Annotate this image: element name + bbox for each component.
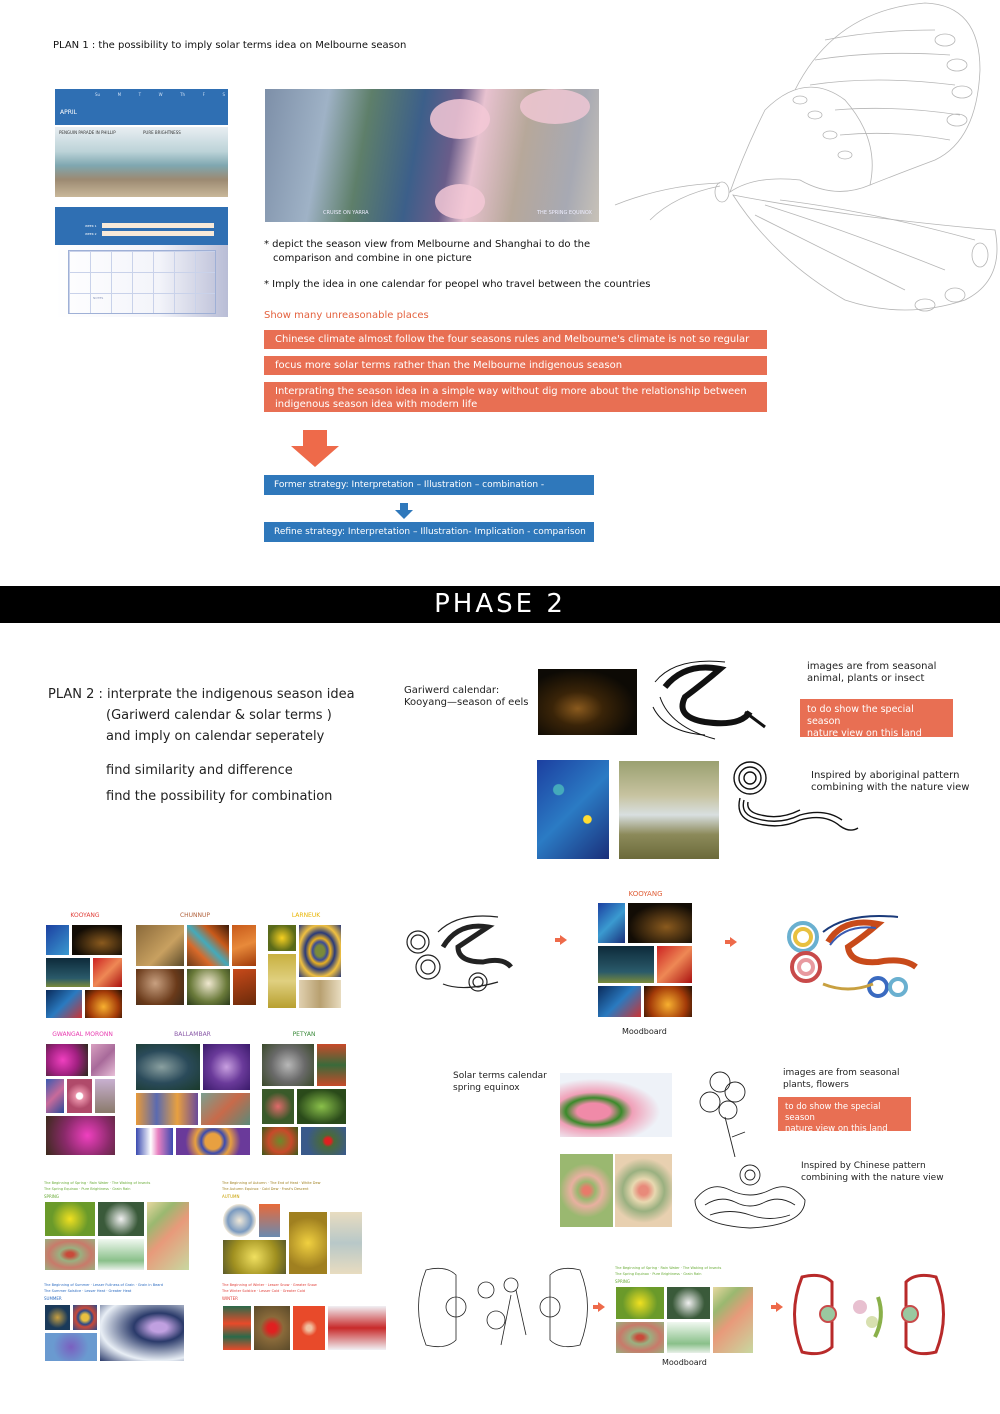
caption-right: THE SPRING EQUINOX	[537, 210, 592, 216]
moodboard-tile	[135, 1127, 174, 1156]
moodboard-tile	[615, 1286, 665, 1320]
eel-line-drawing	[645, 657, 775, 747]
gariwerd-note-2	[811, 770, 969, 794]
solar-term-list: The Autumn Equinox · Cold Dew · Frost's Descent	[222, 1187, 309, 1191]
season-label-summer: SUMMER	[44, 1296, 62, 1301]
chinese-pattern-tile	[560, 1154, 613, 1227]
week2-label: WEEK 2	[85, 232, 97, 236]
calendar-week-thumbnail	[55, 207, 228, 317]
right-arrow-icon	[560, 935, 567, 945]
eel-photo	[538, 669, 637, 735]
right-arrow-icon	[776, 1302, 783, 1312]
weekday: Su	[95, 92, 101, 97]
moodboard-tile	[267, 924, 297, 952]
blossom-cluster	[435, 184, 485, 219]
plan2-line: and imply on calendar seperately	[106, 729, 325, 744]
note-line: to do show the special season	[807, 704, 914, 727]
moodboard-title-ballambar	[135, 1031, 250, 1038]
moodboard-tile	[643, 985, 693, 1018]
melbourne-shanghai-illustration	[265, 89, 599, 222]
moodboard-tile	[292, 1305, 326, 1351]
moodboard-tile	[615, 1321, 665, 1354]
weekday: F	[202, 92, 205, 97]
season-name: CHUNNUP	[179, 912, 211, 919]
season-label-spring: SPRING	[44, 1194, 60, 1199]
week2-bar	[102, 231, 214, 236]
moodboard-tile	[597, 902, 626, 944]
right-arrow-icon	[730, 937, 737, 947]
gariwerd-note-1	[807, 661, 936, 685]
chinese-pattern-colored	[790, 1272, 948, 1357]
bullet-2: * Imply the idea in one calendar for peopel who travel between the countries	[264, 279, 651, 290]
plan2-line: find similarity and difference	[106, 763, 293, 778]
former-strategy-box: Former strategy: Interpretation – Illustration – combination - Implication	[264, 475, 594, 495]
solar-term-list: The Beginning of Summer · Lesser Fullness of Grain · Grain in Beard	[44, 1283, 164, 1287]
moodboard-tile	[45, 957, 91, 988]
gariwerd-orange-note	[800, 699, 953, 737]
plan2-text	[48, 684, 355, 807]
moodboard-tile	[45, 1043, 89, 1077]
chinese-pattern-sketch	[416, 1265, 590, 1350]
moodboard-tile	[597, 985, 642, 1018]
moodboard-tile	[627, 902, 693, 944]
label-line: Gariwerd calendar:	[404, 685, 500, 696]
moodboard-tile	[186, 968, 231, 1006]
bullet-line: * depict the season view from Melbourne and Shanghai to do the	[264, 239, 591, 250]
season-name: KOOYANG	[70, 912, 100, 919]
moodboard-tile	[253, 1305, 291, 1351]
moodboard-tile	[222, 1239, 287, 1275]
refine-strategy-box: Refine strategy: Interpretation – Illustration- Implication - comparison	[264, 522, 594, 542]
kooyang-moodboard-title: KOOYANG	[628, 890, 663, 898]
moodboard-tile	[288, 1211, 328, 1275]
moodboard-tile	[666, 1321, 711, 1354]
moodboard-tile	[135, 1092, 199, 1126]
moodboard-title-kooyang	[45, 912, 125, 919]
note-line: images are from seasonal	[807, 661, 937, 672]
moodboard-tile	[316, 1043, 347, 1087]
season-label-winter: WINTER	[222, 1296, 238, 1301]
note-line: animal, plants or insect	[807, 673, 925, 684]
moodboard-tile	[175, 1127, 251, 1156]
bullet-line: comparison and combine in one picture	[273, 253, 472, 264]
weekday: M	[117, 92, 122, 97]
moodboard-tile	[97, 1238, 145, 1271]
solar-note-2	[801, 1160, 944, 1184]
butterfly-line-art	[605, 0, 1000, 320]
moodboard-tile	[135, 1043, 201, 1091]
issue-box-3	[264, 382, 767, 412]
season-name: LARNEUK	[291, 912, 321, 919]
moodboard-title-gwangal-moronn	[45, 1031, 120, 1038]
moodboard-tile	[45, 924, 70, 956]
plan2-line: find the possibility for combination	[106, 789, 333, 804]
moodboard-caption: Moodboard	[622, 1027, 667, 1036]
note-line: nature view on this land	[807, 728, 922, 739]
moodboard-tile	[92, 957, 123, 988]
plan1-title: PLAN 1 : the possibility to imply solar terms idea on Melbourne season	[53, 40, 407, 51]
moodboard-tile	[97, 1201, 145, 1237]
label-line: Solar terms calendar	[453, 1071, 547, 1081]
note-line: Inspired by Chinese pattern	[801, 1161, 926, 1171]
moodboard-tile	[71, 924, 123, 956]
moodboard-tile	[712, 1286, 754, 1354]
solar-term-list: The Spring Equinox · Pure Brightness · Grain Rain	[44, 1187, 131, 1191]
solar-note-1	[783, 1067, 899, 1091]
calendar-grid	[68, 250, 216, 314]
week1-label: WEEK 1	[85, 224, 97, 228]
label-line: Kooyang—season of eels	[404, 697, 529, 708]
moodboard-tile	[232, 968, 257, 1006]
note-line: combining with the nature view	[811, 782, 970, 793]
blossom-line-drawing	[690, 1062, 760, 1157]
calendar-illustration	[55, 127, 228, 197]
issue-line: indigenous season idea with modern life	[275, 399, 478, 410]
issue-line: Interprating the season idea in a simple way without dig more about the relationship between	[275, 386, 747, 397]
moodboard-tile	[329, 1211, 363, 1275]
moodboard-tile	[222, 1305, 252, 1351]
solar-term-list: The Beginning of Spring · Rain Water · The Waking of Insects	[615, 1266, 722, 1270]
plan2-line: PLAN 2 : interprate the indigenous season idea	[48, 687, 355, 702]
moodboard-tile	[45, 989, 83, 1019]
moodboard-tile	[298, 979, 342, 1009]
solar-term-list: The Beginning of Spring · Rain Water · The Waking of Insects	[44, 1181, 151, 1185]
calendar-label-right: PURE BRIGHTNESS	[143, 130, 181, 135]
solar-term-list: The Summer Solstice · Lesser Heat · Greater Heat	[44, 1289, 132, 1293]
season-name: GWANGAL MORONN	[52, 1031, 113, 1038]
caption-left: CRUISE ON YARRA	[323, 210, 369, 216]
weekday: T	[138, 92, 142, 97]
chinese-pattern-line-drawing	[690, 1160, 810, 1230]
moodboard-tile	[45, 1078, 65, 1114]
moodboard-tile	[45, 1115, 116, 1156]
moodboard-tile	[44, 1201, 96, 1237]
label-line: spring equinox	[453, 1083, 520, 1093]
weekday: Th	[180, 92, 186, 97]
moodboard-tile	[231, 924, 257, 967]
note-line: plants, flowers	[783, 1080, 849, 1090]
week1-bar	[102, 223, 214, 228]
moodboard-caption: Moodboard	[662, 1358, 707, 1367]
season-name: PETYAN	[292, 1031, 316, 1038]
solar-terms-label	[453, 1070, 547, 1094]
note-line: images are from seasonal	[783, 1068, 900, 1078]
moodboard-tile	[298, 924, 342, 978]
moodboard-tile	[300, 1126, 347, 1156]
moodboard-tile	[258, 1203, 281, 1238]
moodboard-tile	[146, 1201, 190, 1271]
solar-term-list: The Spring Equinox · Pure Brightness · Grain Rain	[615, 1272, 702, 1276]
moodboard-title-larneuk	[266, 912, 346, 919]
moodboard-tile	[261, 1126, 299, 1156]
solar-term-list: The Beginning of Autumn · The End of Heat · White Dew	[222, 1181, 321, 1185]
moodboard-tile	[200, 1092, 251, 1126]
note-line: to do show the special season	[785, 1102, 881, 1123]
weekday: S	[222, 92, 225, 97]
eel-pattern-colored	[778, 912, 928, 1002]
eel-pattern-sketch	[403, 912, 523, 994]
calendar-label-left: PENGUIN PARADE IN PHILLIP	[59, 130, 116, 135]
right-arrow-icon	[598, 1302, 605, 1312]
issue-box-1: Chinese climate almost follow the four seasons rules and Melbourne's climate is not so regular	[264, 330, 767, 349]
down-arrow-icon	[291, 430, 339, 467]
river-photo	[619, 761, 719, 859]
issues-heading: Show many unreasonable places	[264, 310, 429, 321]
moodboard-tile	[135, 968, 185, 1006]
blossom-cluster	[430, 99, 490, 139]
blossom-cluster	[520, 89, 590, 124]
season-label-spring: SPRING	[615, 1279, 631, 1284]
moodboard-tile	[222, 1203, 257, 1238]
plan2-line: (Gariwerd calendar & solar terms )	[106, 708, 332, 723]
solar-term-list: The Winter Solstice · Lesser Cold · Greater Cold	[222, 1289, 305, 1293]
solar-term-list: The Beginning of Winter · Lesser Snow · Greater Snow	[222, 1283, 317, 1287]
note-line: nature view on this land	[785, 1124, 888, 1134]
moodboard-tile	[202, 1043, 251, 1091]
moodboard-tile	[666, 1286, 711, 1320]
notes-label: NOTES	[93, 296, 104, 300]
moodboard-tile	[261, 1043, 315, 1087]
moodboard-tile	[99, 1304, 185, 1362]
blossom-photo	[560, 1073, 672, 1137]
aboriginal-dot-painting	[537, 760, 609, 859]
moodboard-tile	[72, 1304, 98, 1331]
note-line: Inspired by aboriginal pattern	[811, 770, 960, 781]
moodboard-tile	[94, 1078, 116, 1114]
issue-box-2: focus more solar terms rather than the Melbourne indigenous season	[264, 356, 767, 375]
moodboard-tile	[44, 1304, 71, 1331]
down-arrow-icon	[395, 503, 413, 519]
moodboard-tile	[84, 989, 123, 1019]
gariwerd-label	[404, 685, 528, 709]
chinese-pattern-tile	[615, 1154, 672, 1227]
calendar-header	[55, 89, 228, 125]
weekday-row	[95, 92, 225, 97]
moodboard-tile	[135, 924, 185, 967]
moodboard-tile	[66, 1078, 93, 1114]
moodboard-tile	[597, 945, 655, 984]
calendar-header	[55, 207, 228, 245]
phase-banner: PHASE 2	[0, 586, 1000, 623]
moodboard-tile	[327, 1305, 387, 1351]
moodboard-title-petyan	[260, 1031, 348, 1038]
note-line: combining with the nature view	[801, 1173, 944, 1183]
moodboard-tile	[44, 1332, 98, 1362]
moodboard-tile	[261, 1088, 295, 1125]
moodboard-title-chunnup	[135, 912, 255, 919]
moodboard-tile	[90, 1043, 116, 1077]
season-label-autumn: AUTUMN	[222, 1194, 240, 1199]
moodboard-tile	[267, 953, 297, 1009]
moodboard-tile	[656, 945, 693, 984]
season-name: BALLAMBAR	[174, 1031, 211, 1038]
calendar-month: APRIL	[60, 109, 78, 116]
moodboard-tile	[186, 924, 230, 967]
calendar-april-thumbnail	[55, 89, 228, 197]
weekday: W	[158, 92, 163, 97]
bullet-1	[264, 238, 590, 266]
moodboard-tile	[44, 1238, 96, 1271]
solar-orange-note	[778, 1097, 911, 1134]
moodboard-tile	[296, 1088, 347, 1125]
